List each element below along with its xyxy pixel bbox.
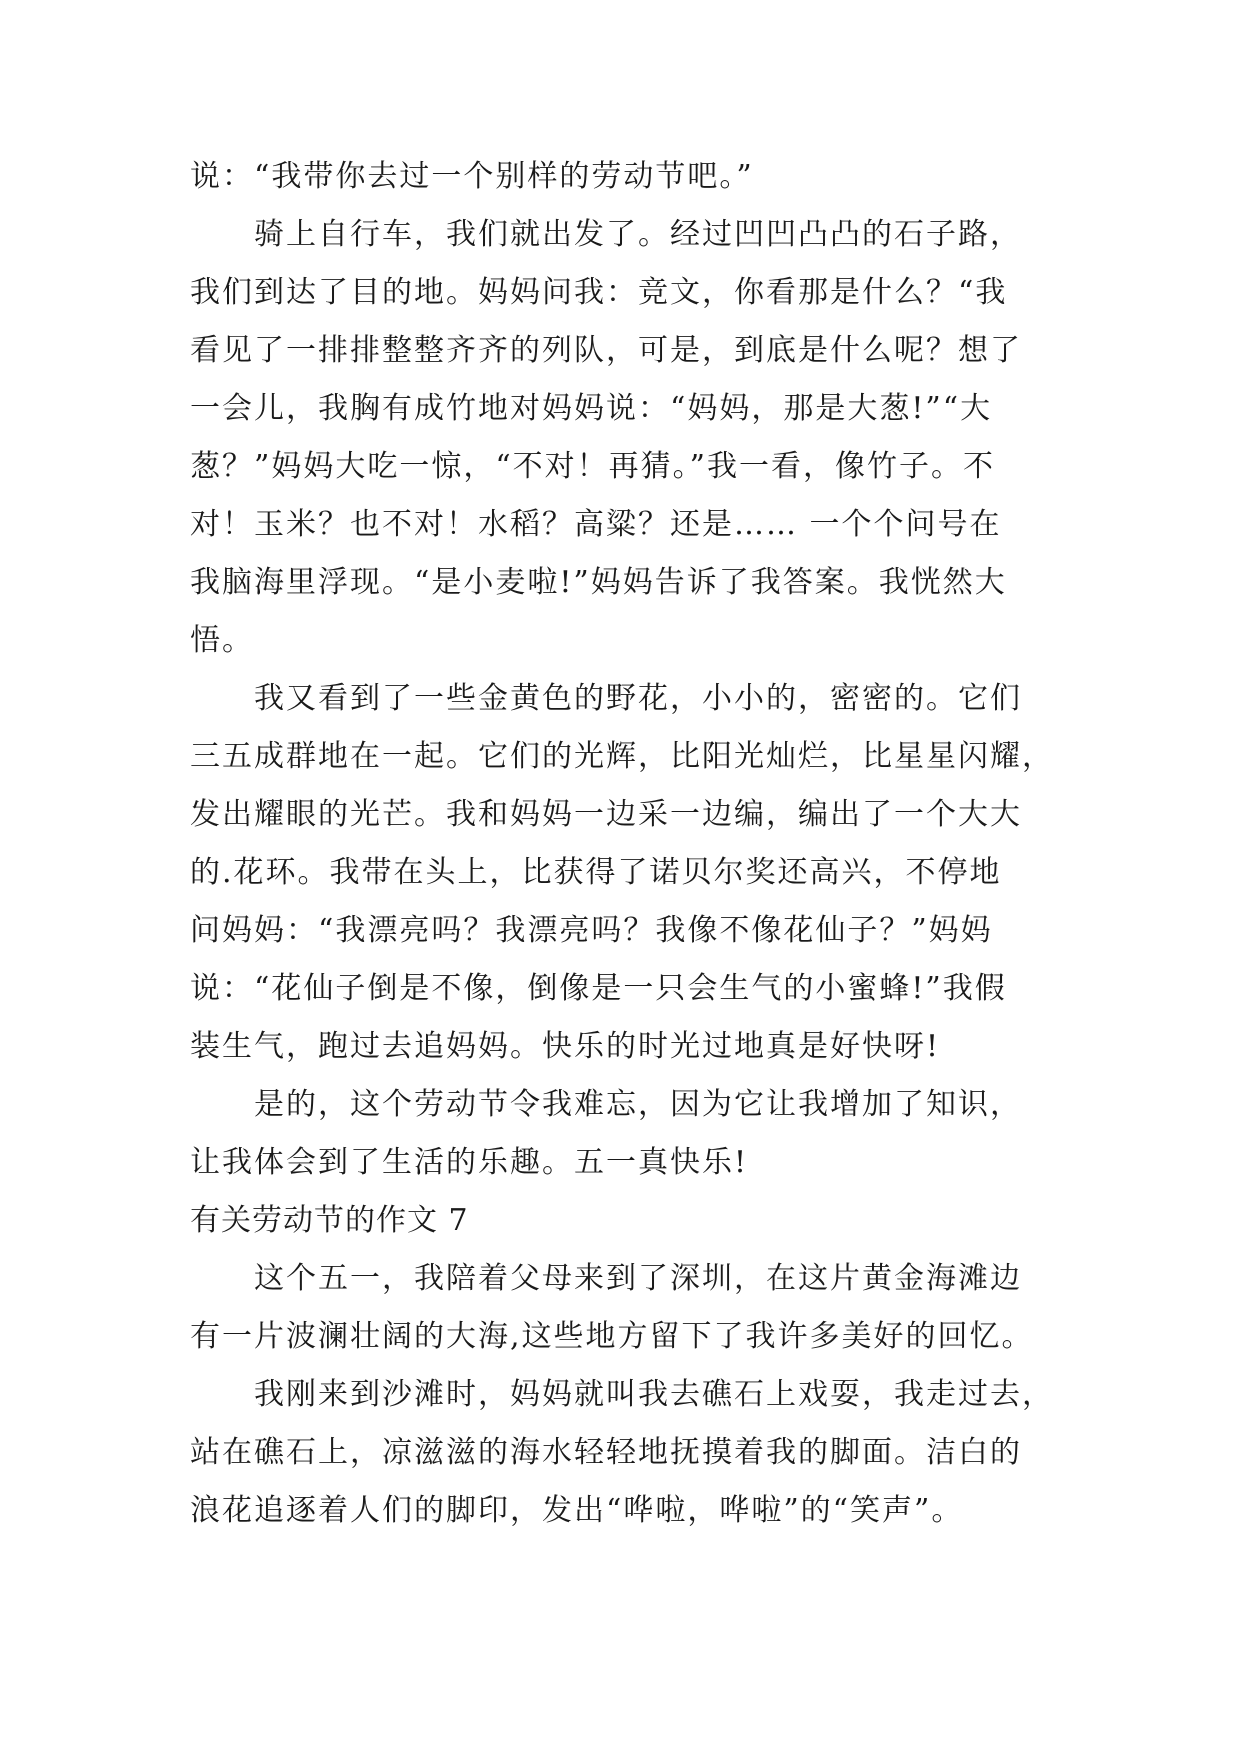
text-line: 葱？”妈妈大吃一惊，“不对！再猜。”我一看，像竹子。不 (190, 449, 996, 484)
text-line: 骑上自行车，我们就出发了。经过凹凹凸凸的石子路， (254, 217, 1022, 252)
text-line: 问妈妈：“我漂亮吗？我漂亮吗？我像不像花仙子？”妈妈 (190, 913, 993, 948)
text-line: 发出耀眼的光芒。我和妈妈一边采一边编，编出了一个大大 (190, 797, 1022, 832)
text-line: 是的，这个劳动节令我难忘，因为它让我增加了知识， (254, 1087, 1022, 1122)
text-line: 一会儿，我胸有成竹地对妈妈说：“妈妈，那是大葱!”“大 (190, 391, 993, 426)
text-line: 三五成群地在一起。它们的光辉，比阳光灿烂，比星星闪耀， (190, 739, 1054, 774)
text-line: 我们到达了目的地。妈妈问我：竞文，你看那是什么？“我 (190, 275, 1008, 310)
text-line: 我又看到了一些金黄色的野花，小小的，密密的。它们 (254, 681, 1022, 716)
text-line: 我刚来到沙滩时，妈妈就叫我去礁石上戏耍，我走过去， (254, 1377, 1054, 1412)
text-line: 对！玉米？也不对！水稻？高粱？还是…… 一个个问号在 (190, 507, 1002, 542)
text-line: 看见了一排排整整齐齐的列队，可是，到底是什么呢？想了 (190, 333, 1022, 368)
text-line: 有一片波澜壮阔的大海,这些地方留下了我许多美好的回忆。 (190, 1319, 1034, 1354)
section-heading: 有关劳动节的作文 7 (190, 1203, 469, 1238)
text-line: 浪花追逐着人们的脚印，发出“哗啦，哗啦”的“笑声”。 (190, 1493, 964, 1528)
text-line: 说：“花仙子倒是不像，倒像是一只会生气的小蜜蜂!”我假 (190, 971, 1007, 1006)
text-line: 装生气，跑过去追妈妈。快乐的时光过地真是好快呀! (190, 1029, 941, 1064)
text-line: 站在礁石上，凉滋滋的海水轻轻地抚摸着我的脚面。洁白的 (190, 1435, 1022, 1470)
text-line: 我脑海里浮现。“是小麦啦!”妈妈告诉了我答案。我恍然大 (190, 565, 1007, 600)
essay-body (190, 148, 1070, 1540)
text-line: 说：“我带你去过一个别样的劳动节吧。” (190, 159, 754, 194)
text-line: 这个五一，我陪着父母来到了深圳，在这片黄金海滩边 (254, 1261, 1022, 1296)
text-line: 让我体会到了生活的乐趣。五一真快乐! (190, 1145, 749, 1180)
text-line: 的.花环。我带在头上，比获得了诺贝尔奖还高兴，不停地 (190, 855, 1002, 890)
text-line: 悟。 (190, 623, 254, 658)
